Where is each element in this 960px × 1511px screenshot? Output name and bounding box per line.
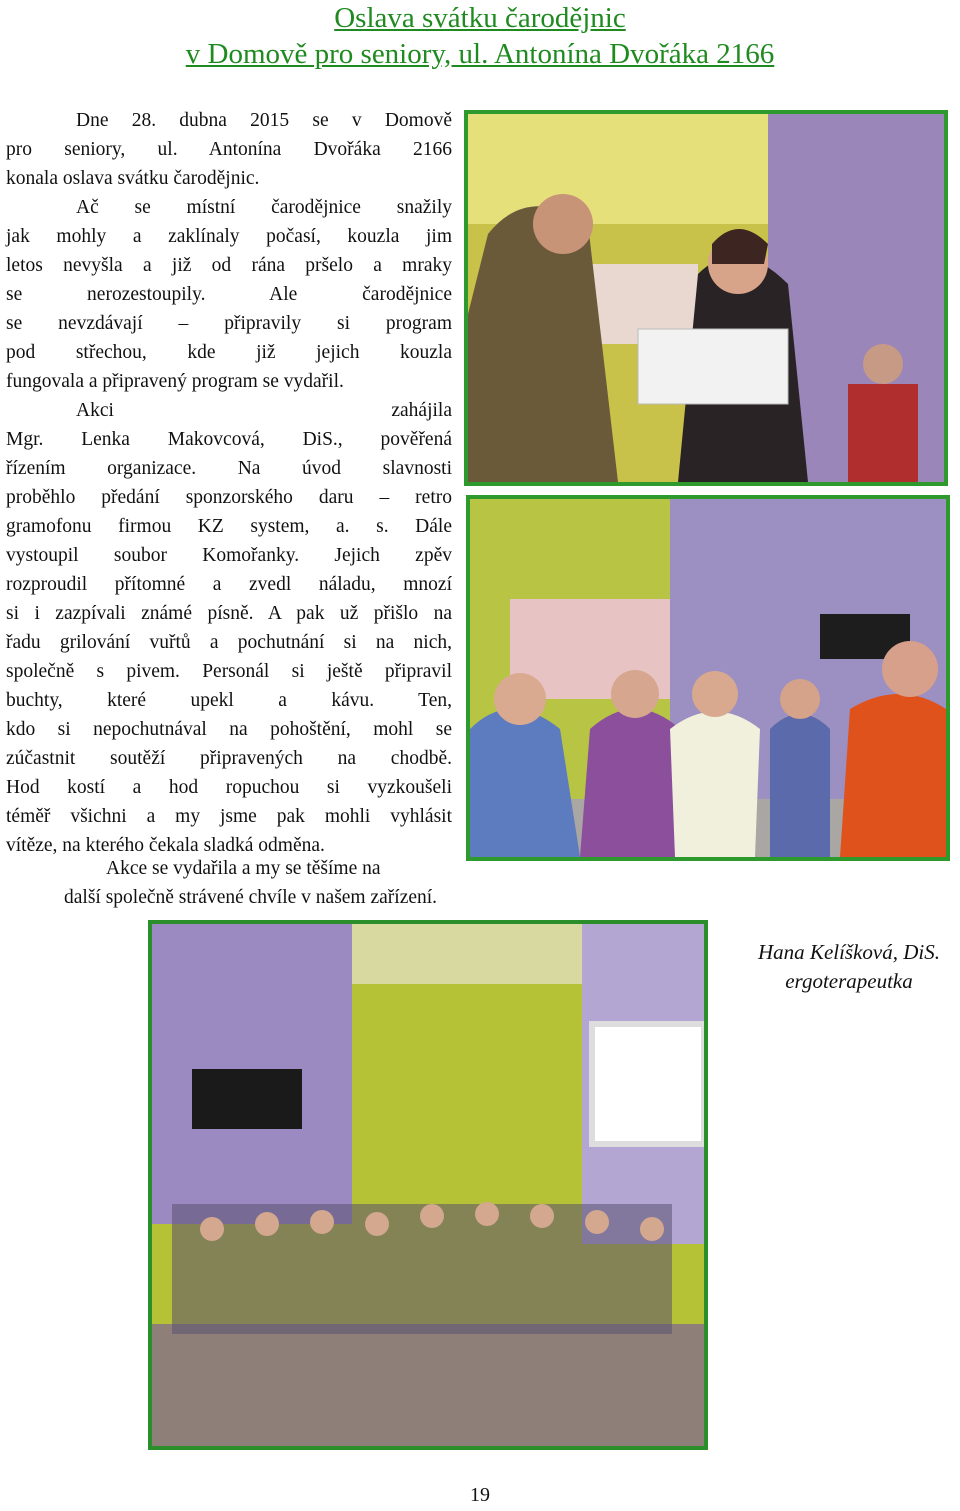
text-line: řadu grilování vuřtů a pochutnání si na nich, bbox=[6, 632, 452, 653]
text-line: vystoupil soubor Komořanky. Jejich zpěv bbox=[6, 545, 452, 566]
text-line: buchty, které upekl a kávu. Ten, bbox=[6, 690, 452, 711]
signature-role: ergoterapeutka bbox=[785, 969, 913, 993]
text-line: gramofonu firmou KZ system, a. s. Dále bbox=[6, 516, 452, 537]
text-line: Mgr. Lenka Makovcová, DiS., pověřená bbox=[6, 429, 452, 450]
closing-paragraph bbox=[64, 854, 437, 912]
text-line: Dne 28. dubna 2015 se v Domově bbox=[76, 110, 452, 131]
text-line: rozproudil přítomné a zvedl náladu, mnozí bbox=[6, 574, 452, 595]
text-line: zúčastnit soutěží připravených na chodbě. bbox=[6, 748, 452, 769]
signature-name: Hana Kelíšková, DiS. bbox=[758, 940, 940, 964]
text-line: se nerozestoupily. Ale čarodějnice bbox=[6, 284, 452, 305]
text-line: se nevzdávají – připravily si program bbox=[6, 313, 452, 334]
closing-line: Akce se vydařila a my se těšíme na bbox=[106, 858, 381, 879]
page-title: Oslava svátku čarodějnic bbox=[334, 2, 626, 34]
text-line: Hod kostí a hod ropuchou si vyzkoušeli bbox=[6, 777, 452, 798]
text-line: pro seniory, ul. Antonína Dvořáka 2166 bbox=[6, 139, 452, 160]
article-paragraph bbox=[6, 106, 452, 860]
text-line: řízením organizace. Na úvod slavnosti bbox=[6, 458, 452, 479]
text-line: proběhlo předání sponzorského daru – retro bbox=[6, 487, 452, 508]
text-line: letos nevyšla a již od rána pršelo a mraky bbox=[6, 255, 452, 276]
photo-ensemble bbox=[466, 495, 950, 861]
photo-gift-handover bbox=[464, 110, 948, 486]
page-number: 19 bbox=[470, 1484, 490, 1506]
text-line: Ač se místní čarodějnice snažily bbox=[76, 197, 452, 218]
text-line: téměř všichni a my jsme pak mohli vyhlásit bbox=[6, 806, 452, 827]
text-line: vítěze, na kterého čekala sladká odměna. bbox=[6, 835, 325, 856]
page-subtitle: v Domově pro seniory, ul. Antonína Dvořáka 2166 bbox=[185, 38, 775, 70]
photo-seniors-circle bbox=[148, 920, 708, 1450]
closing-line: další společně strávené chvíle v našem zařízení. bbox=[64, 887, 438, 908]
text-line: jak mohly a zaklínaly počasí, kouzla jim bbox=[6, 226, 452, 247]
text-line: kdo si nepochutnával na pohoštění, mohl se bbox=[6, 719, 452, 740]
text-line: společně s pivem. Personál si ještě připravil bbox=[6, 661, 452, 682]
text-line: Akci zahájila bbox=[76, 400, 452, 421]
signature-block bbox=[758, 938, 940, 996]
text-line: pod střechou, kde již jejich kouzla bbox=[6, 342, 452, 363]
text-line: konala oslava svátku čarodějnic. bbox=[6, 168, 260, 189]
text-line: si i zazpívali známé písně. A pak už přišlo na bbox=[6, 603, 452, 624]
text-line: fungovala a připravený program se vydařil. bbox=[6, 371, 344, 392]
